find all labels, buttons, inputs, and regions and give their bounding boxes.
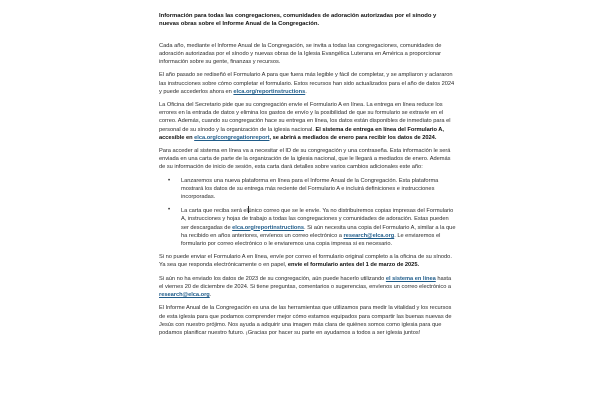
paragraph-closing: El Informe Anual de la Congregación es una de las herramientas que utilizamos para medir la vitalidad y los recursos de esta iglesia para que podamos comprender mejor cómo estamos equipados para compartir las buenas nuevas de Jesús con nuestro prójimo. Nos ayuda a adquirir una imagen más clara de quiénes somos como iglesia para que podamos planificar nuestro futuro. ¡Gracias por hacer su parte en ayudarnos a todos a ser iglesia juntos! [159,305,452,336]
list-item-text: Lanzaremos una nueva plataforma en línea para el Informe Anual de la Congregación. Esta plataforma mostrará los datos de su entrega más reciente del Formulario A e incluirá definiciones e instrucciones incorporadas. [181,177,439,201]
punctuation: . [305,88,307,95]
bold-text: El sistema de entrega en línea del Formulario A, accesible en [159,126,444,141]
research-email-link[interactable]: research@elca.org [159,292,210,299]
bullet-icon: • [168,177,171,184]
report-instructions-link[interactable]: elca.org/reportinstructions [232,224,304,231]
congregation-report-link[interactable]: elca.org/congregationreport [194,134,270,141]
paragraph-text: Si aún no ha enviado los datos de 2023 de su congregación, aún puede hacerlo utilizando [159,275,386,282]
bullet-icon: • [168,207,171,214]
document-title: Información para todas las congregaciones, comunidades de adoración autorizadas por el sínodo y nuevas obras sobre el Informe Anual de la Congregación. [159,13,437,28]
changes-list [159,177,457,249]
paragraph-text: hasta el viernes 20 de diciembre de 2024. Si tiene preguntas, comentarios o sugerencias, envíenos un correo electrónico a [159,275,452,290]
list-item-text: . Le enviaremos el formulario por correo electrónico o le enviaremos una copia impresa si es necesario. [181,232,441,248]
report-instructions-link[interactable]: elca.org/reportinstructions [233,88,306,95]
paragraph-text: La Oficina del Secretario pide que su congregación envíe el Formulario A en línea. La entrega en línea reduce los errores en la entrada de datos y elimina los gastos de envío y la posibilidad de que su formulario se extravíe en el correo. Además, cuando su congregación hace su entrega en línea, los datos están disponibles de inmediato para el personal de su sínodo y la organización de la iglesia nacional. [159,102,451,133]
paragraph-intro: Cada año, mediante el Informe Anual de la Congregación, se invita a todas las congregaciones, comunidades de adoración autorizadas por el sínodo y nuevas obras de la Iglesia Evangélica Luterana en América a proporcionar información sobre su gente, finanzas y recursos. [159,42,442,66]
list-item-text: La carta que reciba será el [181,208,248,215]
paragraph-2023-data [159,275,457,300]
research-email-link[interactable]: research@elca.org [343,232,395,239]
document-page [159,12,457,342]
list-item-text: único correo que se le envíe. Ya no distribuiremos copias impresas del Formulario A, instrucciones y hojas de trabajo a todas las congregaciones y comunidades de adoración. Estas pueden ser descargadas de [181,208,454,231]
list-item [168,206,457,248]
online-system-link[interactable]: el sistema en línea [385,275,436,282]
paragraph-text: Si no puede enviar el Formulario A en línea, envíe por correo el formulario original completo a la oficina de su sínodo. Ya sea que responda electrónicamente o en papel, [159,254,452,269]
list-item-text: . Si aún necesita una copia del Formulario A, similar a la que ha recibido en años anteriores, envíenos un correo electrónico a [181,224,456,239]
list-item [168,177,457,202]
punctuation: . [209,292,212,299]
paragraph-access: Para acceder al sistema en línea va a necesitar el ID de su congregación y una contraseña. Esta información le será enviada en una carta de parte de la organización de la iglesia nacional, que le llegará a mediados de enero. Además de su información de inicio de sesión, esta carta dará detalles sobre varios cambios adicionales este año: [159,148,451,171]
bold-text: , se abrirá a mediados de enero para recibir los datos de 2024. [269,134,437,141]
paragraph-text: El año pasado se rediseñó el Formulario A para que fuera más legible y fácil de completar, y se ampliaron y aclararon las instrucciones sobre cómo completar el formulario. Estos recursos han sido actualizados para el año de datos 2024 y puede accederlos ahora en [159,72,455,95]
paragraph-online-submission [159,101,457,142]
paragraph-mail-option [159,253,457,269]
deadline-text: envíe el formulario antes del 1 de marzo de 2025. [287,262,420,269]
paragraph-redesign [159,71,457,96]
